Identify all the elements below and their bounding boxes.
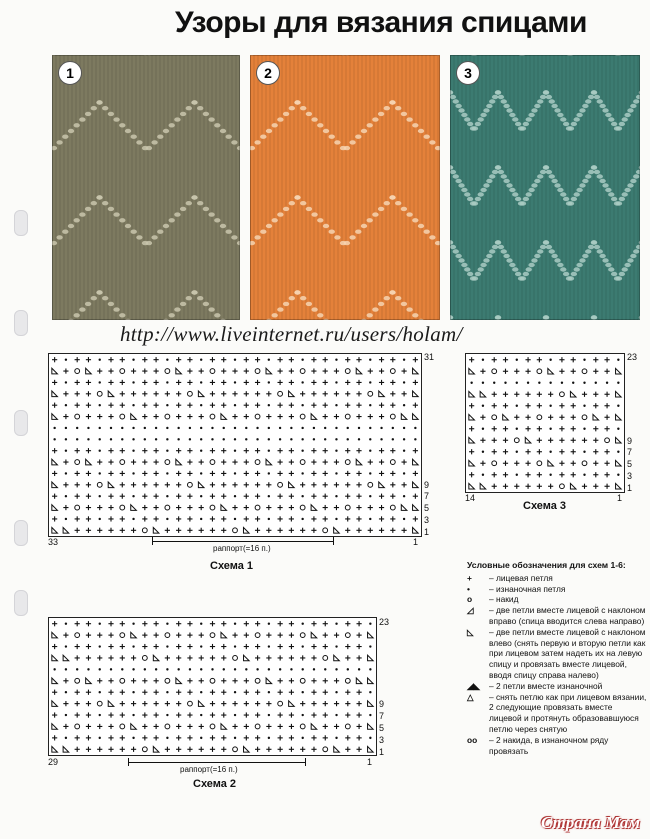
row-label: 23	[627, 352, 638, 362]
legend-symbol: +	[467, 572, 472, 583]
row-label: 5	[424, 503, 430, 513]
binder-hole	[14, 310, 28, 336]
legend-text: – две петли вместе лицевой с наклоном влево (снять первую и вторую петли как при лицевом затем надеть их на левую спицу и провязать вместе лицевой, вводя спицу справа налево)	[489, 626, 646, 680]
scheme-caption: Схема 2	[193, 778, 237, 790]
row-label: 7	[379, 711, 385, 721]
swatch-texture	[450, 55, 640, 320]
swatch-number: 2	[256, 61, 280, 85]
row-label: 23	[379, 617, 390, 627]
legend-text: – изнаночная петля	[489, 583, 566, 594]
binder-hole	[14, 520, 28, 546]
scheme-caption: Схема 3	[523, 500, 567, 512]
row-label: 3	[424, 515, 430, 525]
legend-symbol: ◺	[467, 626, 474, 637]
chart-symbols	[49, 618, 376, 755]
first-stitch-label: 1	[367, 757, 373, 767]
repeat-label: раппорт(=16 п.)	[180, 765, 238, 774]
row-label: 9	[627, 436, 633, 446]
row-label: 1	[627, 483, 633, 493]
legend-item	[467, 627, 647, 681]
swatch-texture	[250, 55, 440, 320]
stitch-count-label: 29	[48, 757, 59, 767]
repeat-label: раппорт(=16 п.)	[213, 544, 271, 553]
legend-item	[467, 681, 647, 692]
row-label: 1	[424, 527, 430, 537]
legend-item	[467, 605, 647, 627]
chart-symbols	[49, 354, 421, 536]
legend-text: – 2 петли вместе изнаночной	[489, 680, 603, 691]
stitch-count-label: 14	[465, 493, 476, 503]
watermark-logo: Страна Мам	[540, 813, 640, 832]
source-url: http://www.liveinternet.ru/users/holam/	[120, 322, 463, 346]
legend-symbol: oo	[467, 734, 478, 745]
legend-text: – снять петлю как при лицевом вязании, 2 следующие провязать вместе лицевой и протянуть образовавшуюся петлю через снятую	[489, 691, 647, 734]
row-label: 9	[424, 480, 430, 490]
legend-text: – лицевая петля	[489, 572, 553, 583]
row-label: 3	[379, 735, 385, 745]
scheme-2-chart	[48, 617, 377, 756]
binder-hole	[14, 590, 28, 616]
legend-item	[467, 692, 647, 735]
symbol-legend	[467, 560, 647, 756]
swatch-number: 1	[58, 61, 82, 85]
knit-swatch-photo-2	[250, 55, 440, 320]
legend-symbol: ◢◣	[467, 680, 480, 691]
legend-text: – накид	[489, 594, 519, 605]
legend-title: Условные обозначения для схем 1-6:	[467, 560, 626, 570]
legend-symbol: o	[467, 594, 473, 605]
swatch-number: 3	[456, 61, 480, 85]
legend-item	[467, 573, 647, 584]
row-label: 7	[424, 491, 430, 501]
row-label: 1	[379, 747, 385, 757]
repeat-bracket	[128, 762, 306, 763]
scheme-caption: Схема 1	[210, 560, 254, 572]
row-label: 3	[627, 471, 633, 481]
row-label: 7	[627, 447, 633, 457]
scheme-3-chart	[465, 353, 625, 493]
legend-symbol: ◿	[467, 605, 474, 616]
legend-item	[467, 594, 647, 605]
row-label: 31	[424, 352, 435, 362]
binder-hole	[14, 210, 28, 236]
swatch-texture	[52, 55, 240, 320]
scheme-1-chart	[48, 353, 422, 537]
row-label: 9	[379, 699, 385, 709]
stitch-count-label: 33	[48, 537, 59, 547]
chart-symbols	[466, 354, 624, 492]
legend-item	[467, 735, 647, 757]
legend-item	[467, 584, 647, 595]
first-stitch-label: 1	[617, 493, 623, 503]
legend-symbol: •	[467, 583, 470, 594]
knit-swatch-photo-3	[450, 55, 640, 320]
legend-text: – две петли вместе лицевой с наклоном вправо (спица вводится слева направо)	[489, 605, 646, 626]
page-title: Узоры для вязания спицами	[175, 6, 587, 39]
row-label: 5	[379, 723, 385, 733]
knit-swatch-photo-1	[52, 55, 240, 320]
repeat-bracket	[152, 541, 334, 542]
legend-symbol: △	[467, 691, 474, 702]
binder-hole	[14, 410, 28, 436]
row-label: 5	[627, 459, 633, 469]
legend-text: – 2 накида, в изнаночном ряду провязать	[489, 734, 609, 756]
first-stitch-label: 1	[413, 537, 419, 547]
